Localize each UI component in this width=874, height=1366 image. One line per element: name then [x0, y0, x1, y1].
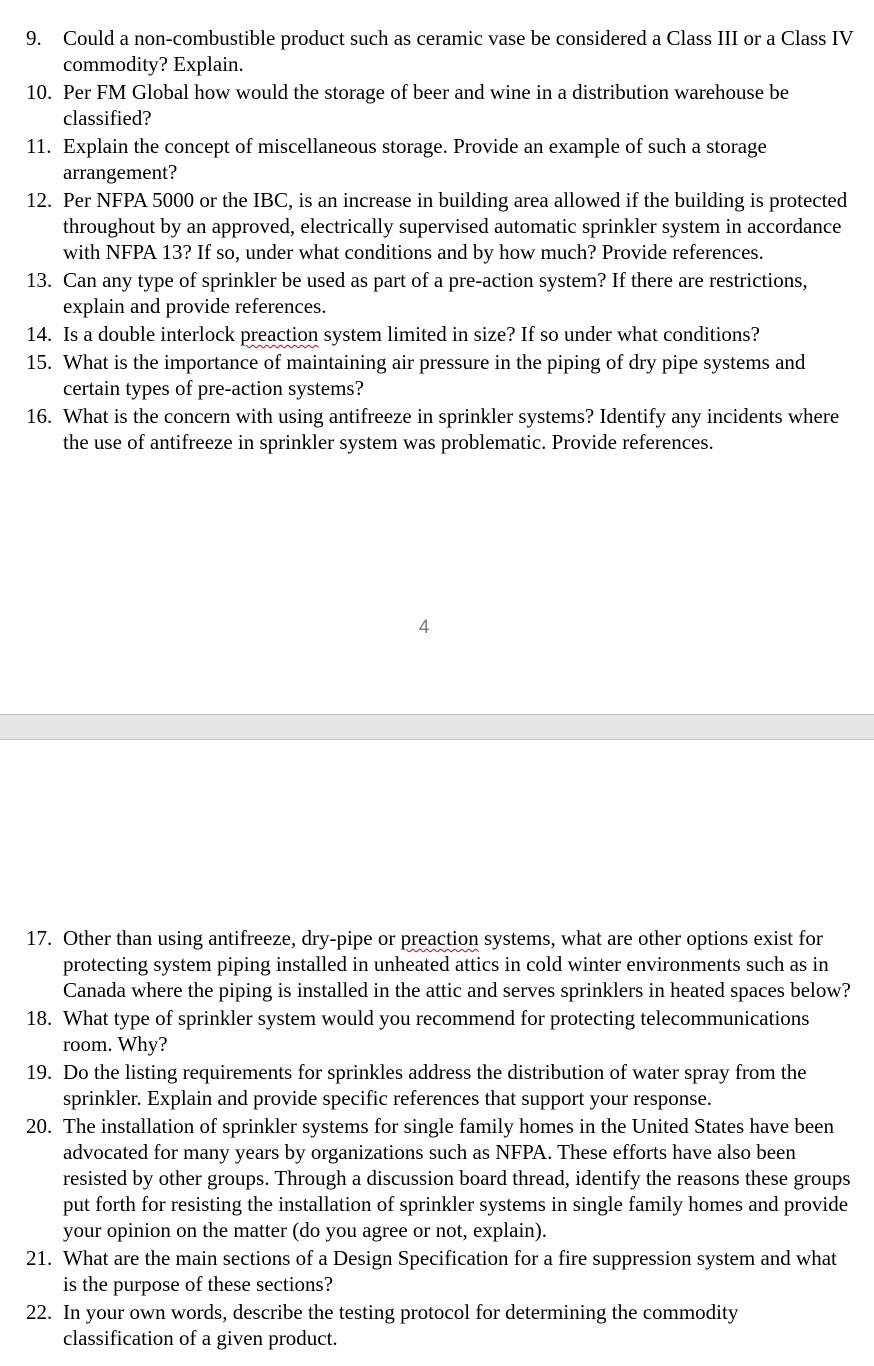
misspelled-word[interactable]: preaction	[240, 322, 319, 346]
question-text: Per NFPA 5000 or the IBC, is an increase in building area allowed if the building is protected throughout by an approved, electrically supervised automatic sprinkler system in accordance with NFPA 13? If so, under what conditions and by how much? Provide references.	[63, 188, 848, 264]
question-item	[26, 1059, 854, 1111]
question-number: 19.	[26, 1060, 53, 1084]
question-text-part: system limited in size? If so under what conditions?	[318, 322, 760, 346]
question-text	[63, 925, 854, 1003]
question-number: 22.	[26, 1300, 53, 1324]
question-number: 16.	[26, 404, 53, 428]
question-list	[26, 25, 854, 457]
question-text: In your own words, describe the testing protocol for determining the commodity classification of a given product.	[63, 1300, 739, 1350]
question-item	[26, 1005, 854, 1057]
question-text-part: Is a double interlock	[63, 322, 241, 346]
question-item	[26, 1299, 854, 1351]
question-text: What are the main sections of a Design Specification for a fire suppression system and what is the purpose of these sections?	[63, 1246, 837, 1296]
question-item	[26, 79, 854, 131]
question-text: Can any type of sprinkler be used as part of a pre-action system? If there are restrictions, explain and provide references.	[63, 268, 808, 318]
question-text: What is the importance of maintaining air pressure in the piping of dry pipe systems and certain types of pre-action systems?	[63, 350, 806, 400]
question-text-part: systems, what are other options exist for protecting system piping installed in unheated attics in cold winter environments such as in Canada where the piping is installed in the attic and serves sprinklers in heated spaces below?	[63, 926, 851, 1002]
question-item	[26, 25, 854, 77]
page-separator	[0, 714, 874, 740]
question-number: 15.	[26, 350, 53, 374]
question-number: 13.	[26, 268, 53, 292]
question-text: Could a non-combustible product such as ceramic vase be considered a Class III or a Class IV commodity? Explain.	[63, 26, 854, 76]
document-page-5	[0, 740, 874, 1366]
question-text: What is the concern with using antifreeze in sprinkler systems? Identify any incidents where the use of antifreeze in sprinkler system was problematic. Provide references.	[63, 404, 840, 454]
question-item	[26, 925, 854, 1003]
question-number: 14.	[26, 322, 53, 346]
question-number: 11.	[26, 134, 52, 158]
question-text: The installation of sprinkler systems for single family homes in the United States have been advocated for many years by organizations such as NFPA. These efforts have also been resisted by other groups. Through a discussion board thread, identify the reasons these groups put forth for resisting the installation of sprinkler systems in single family homes and provide your opinion on the matter (do you agree or not, explain).	[63, 1114, 851, 1242]
question-number: 20.	[26, 1114, 53, 1138]
question-text: Explain the concept of miscellaneous storage. Provide an example of such a storage arrangement?	[63, 134, 767, 184]
question-number: 9.	[26, 26, 42, 50]
question-text: What type of sprinkler system would you recommend for protecting telecommunications room. Why?	[63, 1006, 810, 1056]
question-text-part: Other than using antifreeze, dry-pipe or	[63, 926, 401, 950]
question-item	[26, 403, 854, 455]
question-item	[26, 349, 854, 401]
question-item	[26, 133, 854, 185]
question-number: 12.	[26, 188, 53, 212]
page-number: 4	[418, 617, 430, 638]
question-text	[63, 321, 854, 347]
question-number: 17.	[26, 926, 53, 950]
question-item	[26, 321, 854, 347]
question-text: Per FM Global how would the storage of beer and wine in a distribution warehouse be classified?	[63, 80, 790, 130]
question-item	[26, 1245, 854, 1297]
question-number: 21.	[26, 1246, 53, 1270]
question-number: 10.	[26, 80, 53, 104]
question-item	[26, 187, 854, 265]
question-item	[26, 1113, 854, 1243]
question-item	[26, 267, 854, 319]
question-number: 18.	[26, 1006, 53, 1030]
question-list	[26, 925, 854, 1353]
question-text: Do the listing requirements for sprinkles address the distribution of water spray from the sprinkler. Explain and provide specific references that support your response.	[63, 1060, 807, 1110]
misspelled-word[interactable]: preaction	[400, 926, 479, 950]
